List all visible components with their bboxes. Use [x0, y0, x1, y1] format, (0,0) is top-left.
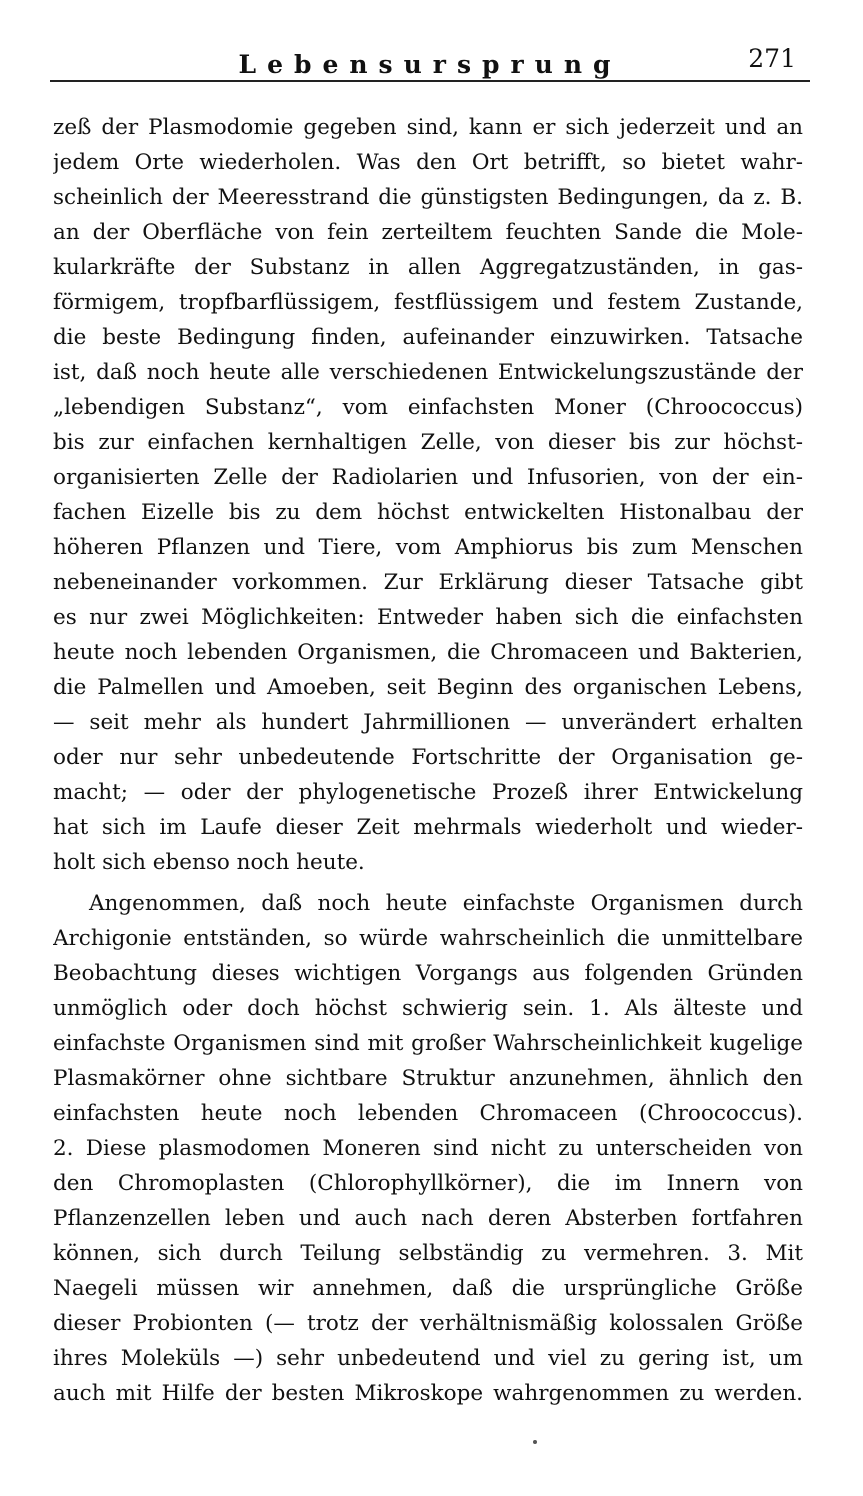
text-line: können, sich durch Teilung selbständig zu vermehren. 3. Mit	[53, 1241, 803, 1266]
running-title: Lebensursprung	[238, 50, 622, 79]
text-line: — seit mehr als hundert Jahrmillionen — unverändert erhalten	[53, 710, 803, 735]
text-line: holt sich ebenso noch heute.	[53, 850, 365, 875]
running-header	[50, 44, 810, 84]
page-number: 271	[748, 44, 796, 73]
text-line: ist, daß noch heute alle verschiedenen Entwickelungszustände der	[53, 360, 803, 385]
text-line: 2. Diese plasmodomen Moneren sind nicht zu unterscheiden von	[53, 1136, 803, 1161]
text-line: hat sich im Laufe dieser Zeit mehrmals wiederholt und wieder-	[53, 815, 803, 840]
paragraph	[53, 110, 803, 880]
text-line: Plasmakörner ohne sichtbare Struktur anzunehmen, ähnlich den	[53, 1066, 803, 1091]
text-line: Angenommen, daß noch heute einfachste Organismen durch	[89, 891, 803, 916]
text-line: bis zur einfachen kernhaltigen Zelle, von dieser bis zur höchst-	[53, 430, 803, 455]
text-line: jedem Orte wiederholen. Was den Ort betrifft, so bietet wahr-	[53, 150, 803, 175]
text-line: unmöglich oder doch höchst schwierig sein. 1. Als älteste und	[53, 996, 803, 1021]
header-rule	[50, 80, 810, 82]
text-line: organisierten Zelle der Radiolarien und Infusorien, von der ein-	[53, 465, 803, 490]
text-line: Beobachtung dieses wichtigen Vorgangs aus folgenden Gründen	[53, 961, 803, 986]
text-line: macht; — oder der phylogenetische Prozeß ihrer Entwickelung	[53, 780, 803, 805]
text-line: zeß der Plasmodomie gegeben sind, kann er sich jederzeit und an	[53, 115, 803, 140]
text-line: an der Oberfläche von fein zerteiltem feuchten Sande die Mole-	[53, 220, 803, 245]
text-line: die beste Bedingung finden, aufeinander einzuwirken. Tatsache	[53, 325, 803, 350]
text-line: den Chromoplasten (Chlorophyllkörner), die im Innern von	[53, 1171, 803, 1196]
text-line: förmigem, tropfbarflüssigem, festflüssigem und festem Zustande,	[53, 290, 803, 315]
text-line: es nur zwei Möglichkeiten: Entweder haben sich die einfachsten	[53, 605, 803, 630]
text-line: Pflanzenzellen leben und auch nach deren Absterben fortfahren	[53, 1206, 803, 1231]
text-line: höheren Pflanzen und Tiere, vom Amphiorus bis zum Menschen	[53, 535, 803, 560]
text-line: scheinlich der Meeresstrand die günstigsten Bedingungen, da z. B.	[53, 185, 803, 210]
text-line: einfachsten heute noch lebenden Chromaceen (Chroococcus).	[53, 1101, 803, 1126]
text-line: oder nur sehr unbedeutende Fortschritte der Organisation ge-	[53, 745, 803, 770]
text-line: ihres Moleküls —) sehr unbedeutend und viel zu gering ist, um	[53, 1346, 803, 1371]
text-line: kularkräfte der Substanz in allen Aggregatzuständen, in gas-	[53, 255, 803, 280]
text-line: Naegeli müssen wir annehmen, daß die ursprüngliche Größe	[53, 1276, 803, 1301]
text-line: heute noch lebenden Organismen, die Chromaceen und Bakterien,	[53, 640, 803, 665]
text-line: fachen Eizelle bis zu dem höchst entwickelten Histonalbau der	[53, 500, 803, 525]
print-speck	[533, 1440, 537, 1444]
body-text	[53, 110, 803, 1411]
text-line: auch mit Hilfe der besten Mikroskope wahrgenommen zu werden.	[53, 1381, 803, 1406]
text-line: Archigonie entständen, so würde wahrscheinlich die unmittelbare	[53, 926, 803, 951]
text-line: nebeneinander vorkommen. Zur Erklärung dieser Tatsache gibt	[53, 570, 803, 595]
text-line: die Palmellen und Amoeben, seit Beginn des organischen Lebens,	[53, 675, 803, 700]
text-line: „lebendigen Substanz“, vom einfachsten Moner (Chroococcus)	[53, 395, 803, 420]
paragraph	[53, 886, 803, 1411]
text-line: dieser Probionten (— trotz der verhältnismäßig kolossalen Größe	[53, 1311, 803, 1336]
text-line: einfachste Organismen sind mit großer Wahrscheinlichkeit kugelige	[53, 1031, 803, 1056]
